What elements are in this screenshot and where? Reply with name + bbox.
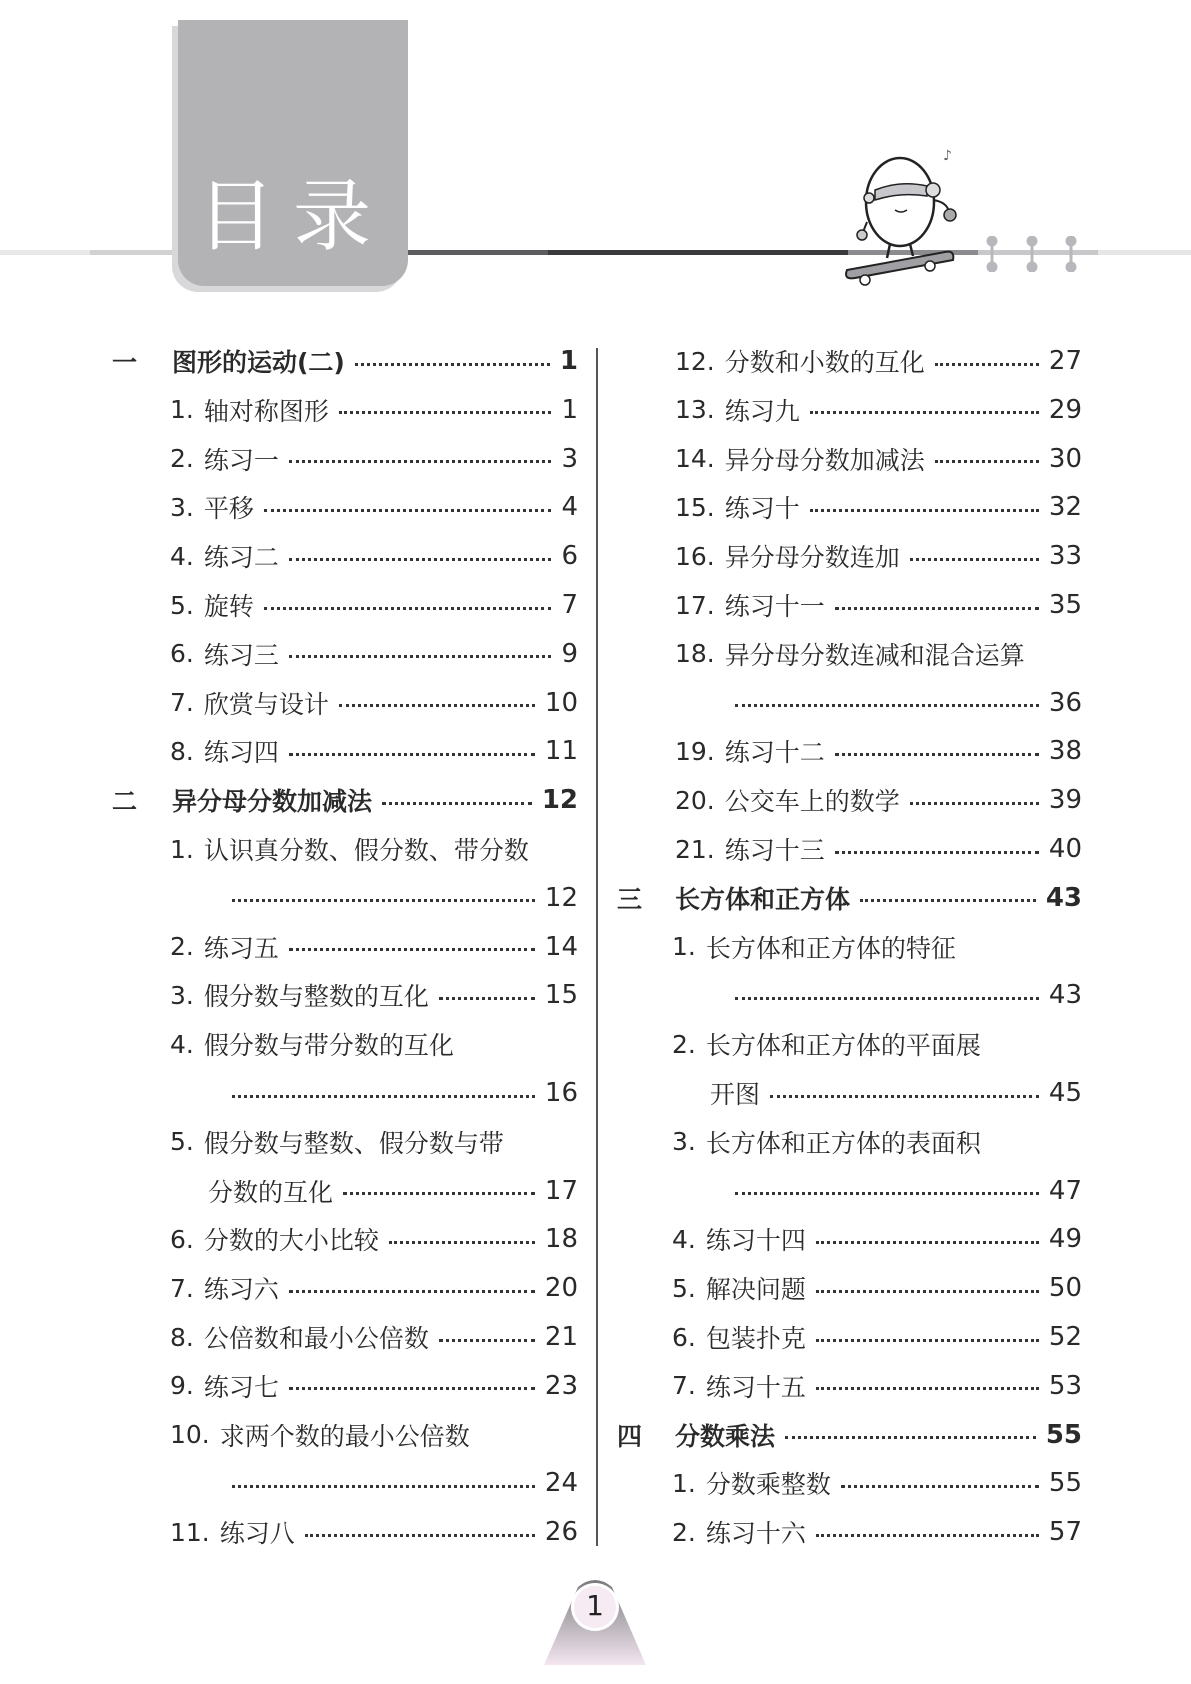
item-number: 10. [170,1420,210,1450]
dot-leader [816,1534,1039,1537]
page-ref: 35 [1048,590,1082,620]
page-ref: 4 [561,492,578,523]
page-ref: 55 [1045,1419,1082,1450]
item-number: 2. [672,1517,696,1547]
toc-item-row[interactable] [170,971,578,1019]
dot-leader [355,363,550,366]
item-number: 9. [170,1371,194,1401]
page-ref: 30 [1048,443,1082,474]
item-title: 欣赏与设计 [203,689,329,719]
item-title: 分数的互化 [208,1177,334,1207]
chapter-numeral: 一 [112,348,138,377]
toc-item-row[interactable] [170,679,578,727]
item-number: 17. [675,590,715,620]
item-number: 7. [170,1273,194,1303]
item-title: 练习九 [724,396,800,426]
page-ref: 10 [544,687,578,718]
chapter-numeral: 四 [617,1421,643,1451]
item-number: 8. [170,1322,194,1352]
item-number: 13. [675,395,715,425]
toc-continuation-row[interactable] [725,679,1082,727]
dot-leader [816,1241,1039,1244]
toc-chapter-row[interactable] [617,874,1082,922]
page-ref: 47 [1048,1175,1082,1206]
toc-item-row[interactable] [170,1362,578,1410]
item-title: 练习八 [219,1519,295,1549]
chapter-numeral: 三 [617,884,643,914]
item-title: 练习十 [724,494,800,524]
page-ref: 21 [544,1322,578,1352]
dot-leader [816,1339,1039,1342]
dot-leader [289,948,535,951]
toc-item-row[interactable] [170,581,578,629]
page-ref: 49 [1048,1224,1082,1255]
page-ref: 32 [1048,492,1082,523]
item-title: 分数的大小比较 [203,1226,379,1256]
item-title: 练习二 [203,543,279,573]
toc-title-tab [178,20,408,286]
item-title: 解决问题 [705,1275,806,1305]
item-title: 练习十五 [705,1372,806,1402]
chapter-title: 图形的运动(二) [172,348,345,377]
page-ref: 1 [561,394,578,425]
item-number: 4. [170,541,194,571]
item-number: 20. [675,785,715,815]
dot-leader [770,1095,1039,1098]
page-ref: 6 [561,541,578,572]
dot-leader [835,851,1039,854]
toc-item-row[interactable] [672,1215,1082,1263]
item-title: 练习十二 [724,738,825,768]
item-title: 长方体和正方体的特征 [705,933,956,963]
dot-leader [289,558,552,561]
item-number: 1. [672,1468,696,1498]
toc-chapter-row[interactable] [112,337,578,385]
page-ref: 38 [1048,736,1082,767]
toc-item-row[interactable] [170,1020,578,1068]
item-title: 练习十六 [705,1519,806,1549]
toc-item-row[interactable] [170,532,578,580]
toc-item-row[interactable] [672,1020,1082,1068]
item-number: 15. [675,492,715,522]
dot-leader [389,1241,535,1244]
dot-leader [910,558,1039,561]
dot-leader [810,509,1039,512]
item-number: 18. [675,639,715,669]
dot-leader [232,1485,535,1488]
dot-leader [816,1387,1039,1390]
item-title: 练习四 [203,738,279,768]
item-title: 轴对称图形 [203,396,329,426]
decorative-tick-marks-icon [984,236,1084,272]
dot-leader [910,802,1039,805]
page-ref: 11 [544,736,578,767]
item-number: 5. [170,1127,194,1157]
toc-item-row[interactable] [675,581,1082,629]
item-title: 假分数与整数、假分数与带 [203,1128,504,1158]
toc-item-row[interactable] [170,1215,578,1263]
toc-chapter-row[interactable] [617,1411,1082,1459]
item-title: 异分母分数连减和混合运算 [724,640,1025,670]
egg-skateboarder-mascot-icon [835,140,995,290]
item-title: 旋转 [203,592,254,621]
item-title: 认识真分数、假分数、带分数 [203,836,529,865]
item-title: 长方体和正方体的表面积 [705,1128,981,1158]
page-ref: 12 [544,882,578,913]
toc-item-row[interactable] [675,825,1082,873]
column-divider [596,348,598,1546]
page-ref: 26 [544,1517,578,1548]
page-ref: 14 [544,931,578,962]
item-title: 平移 [203,494,254,524]
item-title: 包装扑克 [705,1324,806,1353]
item-title: 练习一 [203,445,279,475]
dot-leader [289,460,552,463]
dot-leader [735,997,1039,1000]
toc-continuation-row[interactable] [710,1069,1082,1117]
item-title: 异分母分数连加 [724,543,900,573]
item-number: 16. [675,541,715,571]
dot-leader [935,460,1039,463]
item-title: 练习三 [203,640,279,670]
page-ref: 18 [544,1224,578,1255]
toc-item-row[interactable] [675,386,1082,434]
item-title: 练习六 [203,1275,279,1305]
toc-item-row[interactable] [672,1313,1082,1361]
toc-item-row[interactable] [675,727,1082,775]
toc-continuation-row[interactable] [725,1167,1082,1215]
page-ref: 43 [1048,980,1082,1011]
page-ref: 43 [1045,882,1082,913]
dot-leader [289,1387,535,1390]
item-title: 求两个数的最小公倍数 [219,1421,470,1451]
dot-leader [232,899,535,902]
toc-continuation-row[interactable] [222,1069,578,1117]
page-ref: 50 [1048,1273,1082,1304]
item-number: 1. [170,395,194,425]
dot-leader [841,1485,1039,1488]
page-ref: 23 [544,1370,578,1401]
item-title: 练习七 [203,1372,279,1402]
page-ref: 36 [1048,687,1082,718]
page-ref: 27 [1048,346,1082,376]
toc-item-row[interactable] [170,825,578,873]
page-ref: 45 [1048,1078,1082,1108]
toc-item-row[interactable] [170,1118,578,1166]
item-number: 7. [672,1371,696,1401]
item-title: 异分母分数加减法 [724,445,925,475]
page-ref: 12 [541,785,578,816]
toc-item-row[interactable] [170,1264,578,1312]
toc-item-row[interactable] [170,727,578,775]
dot-leader [810,411,1039,414]
header-rule-left-light [0,250,90,255]
dot-leader [785,1436,1036,1439]
dot-leader [816,1290,1039,1293]
toc-item-row[interactable] [170,630,578,678]
toc-item-row[interactable] [675,630,1082,678]
header-rule-darkest [548,250,848,255]
item-number: 2. [170,932,194,962]
toc-item-row[interactable] [675,776,1082,824]
dot-leader [339,411,552,414]
chapter-numeral: 二 [112,787,138,817]
page-ref: 20 [544,1273,578,1304]
toc-item-row[interactable] [672,1362,1082,1410]
page-number: 1 [586,1589,604,1622]
item-title: 练习十三 [724,836,825,865]
toc-continuation-row[interactable] [222,1459,578,1507]
item-number: 2. [170,444,194,474]
page-ref: 53 [1048,1370,1082,1401]
dot-leader [305,1534,535,1537]
item-number: 8. [170,736,194,766]
item-number: 4. [672,1224,696,1254]
toc-item-row[interactable] [672,1508,1082,1556]
page-ref: 17 [544,1175,578,1206]
item-number: 14. [675,444,715,474]
chapter-title: 分数乘法 [675,1421,776,1451]
dot-leader [264,509,552,512]
dot-leader [289,1290,535,1293]
item-title: 假分数与带分数的互化 [203,1031,454,1061]
page-ref: 15 [544,980,578,1011]
item-number: 5. [170,590,194,620]
page-ref: 24 [544,1468,578,1499]
toc-item-row[interactable] [170,1411,578,1459]
toc-item-row[interactable] [170,435,578,483]
toc-item-row[interactable] [672,923,1082,971]
dot-leader [339,704,535,707]
item-title: 公倍数和最小公倍数 [203,1324,429,1353]
toc-chapter-row[interactable] [112,776,578,824]
toc-continuation-row[interactable] [222,874,578,922]
item-number: 1. [672,932,696,962]
dot-leader [835,607,1039,610]
header-rule-left [90,250,180,255]
item-number: 3. [170,492,194,522]
item-number: 3. [170,980,194,1010]
item-number: 6. [170,1224,194,1254]
item-number: 3. [672,1127,696,1157]
dot-leader [289,753,535,756]
toc-item-row[interactable] [675,435,1082,483]
page-ref: 39 [1048,785,1082,816]
dot-leader [343,1192,535,1195]
item-title: 假分数与整数的互化 [203,982,429,1012]
toc-item-row[interactable] [170,483,578,531]
item-number: 5. [672,1273,696,1303]
dot-leader [232,1095,535,1098]
item-title: 分数和小数的互化 [724,348,925,377]
item-title: 练习十四 [705,1226,806,1256]
page-ref: 29 [1048,394,1082,425]
header-rule-dark [408,250,548,255]
toc-item-row[interactable] [675,483,1082,531]
item-number: 21. [675,834,715,864]
page-ref: 55 [1048,1468,1082,1499]
item-title: 公交车上的数学 [724,787,900,817]
page-ref: 40 [1048,834,1082,864]
svg-text:♪: ♪ [943,148,952,164]
page-ref: 3 [561,443,578,474]
item-number: 2. [672,1029,696,1059]
dot-leader [735,704,1039,707]
item-number: 12. [675,346,715,376]
item-title: 长方体和正方体的平面展 [705,1031,981,1061]
dot-leader [439,1339,535,1342]
page-ref: 16 [544,1078,578,1108]
item-title: 开图 [710,1080,761,1109]
toc-item-row[interactable] [170,1313,578,1361]
item-number: 1. [170,834,194,864]
item-number: 7. [170,688,194,718]
dot-leader [860,899,1036,902]
toc-continuation-row[interactable] [725,971,1082,1019]
page-ref: 57 [1048,1517,1082,1548]
dot-leader [935,363,1039,366]
dot-leader [264,607,552,610]
page-ref: 1 [559,346,578,376]
header-rule-right [1098,250,1191,255]
item-number: 4. [170,1029,194,1059]
chapter-title: 异分母分数加减法 [172,787,373,817]
dot-leader [835,753,1039,756]
toc-item-row[interactable] [675,532,1082,580]
toc-item-row[interactable] [672,1118,1082,1166]
page-ref: 52 [1048,1322,1082,1352]
toc-item-row[interactable] [170,923,578,971]
item-number: 6. [170,639,194,669]
dot-leader [382,802,532,805]
page-ref: 7 [561,590,578,620]
dot-leader [289,655,552,658]
toc-item-row[interactable] [170,386,578,434]
toc-item-row[interactable] [675,337,1082,385]
page-title: 目录 [196,172,389,262]
dot-leader [439,997,535,1000]
item-title: 练习五 [203,933,279,963]
page-ref: 33 [1048,541,1082,572]
item-number: 19. [675,736,715,766]
page-ref: 9 [561,638,578,669]
toc-item-row[interactable] [672,1459,1082,1507]
item-number: 6. [672,1322,696,1352]
dot-leader [735,1192,1039,1195]
toc-continuation-row[interactable] [208,1167,578,1215]
toc-item-row[interactable] [170,1508,578,1556]
toc-item-row[interactable] [672,1264,1082,1312]
chapter-title: 长方体和正方体 [675,884,851,914]
item-number: 11. [170,1517,210,1547]
item-title: 练习十一 [724,592,825,621]
item-title: 分数乘整数 [705,1470,831,1500]
